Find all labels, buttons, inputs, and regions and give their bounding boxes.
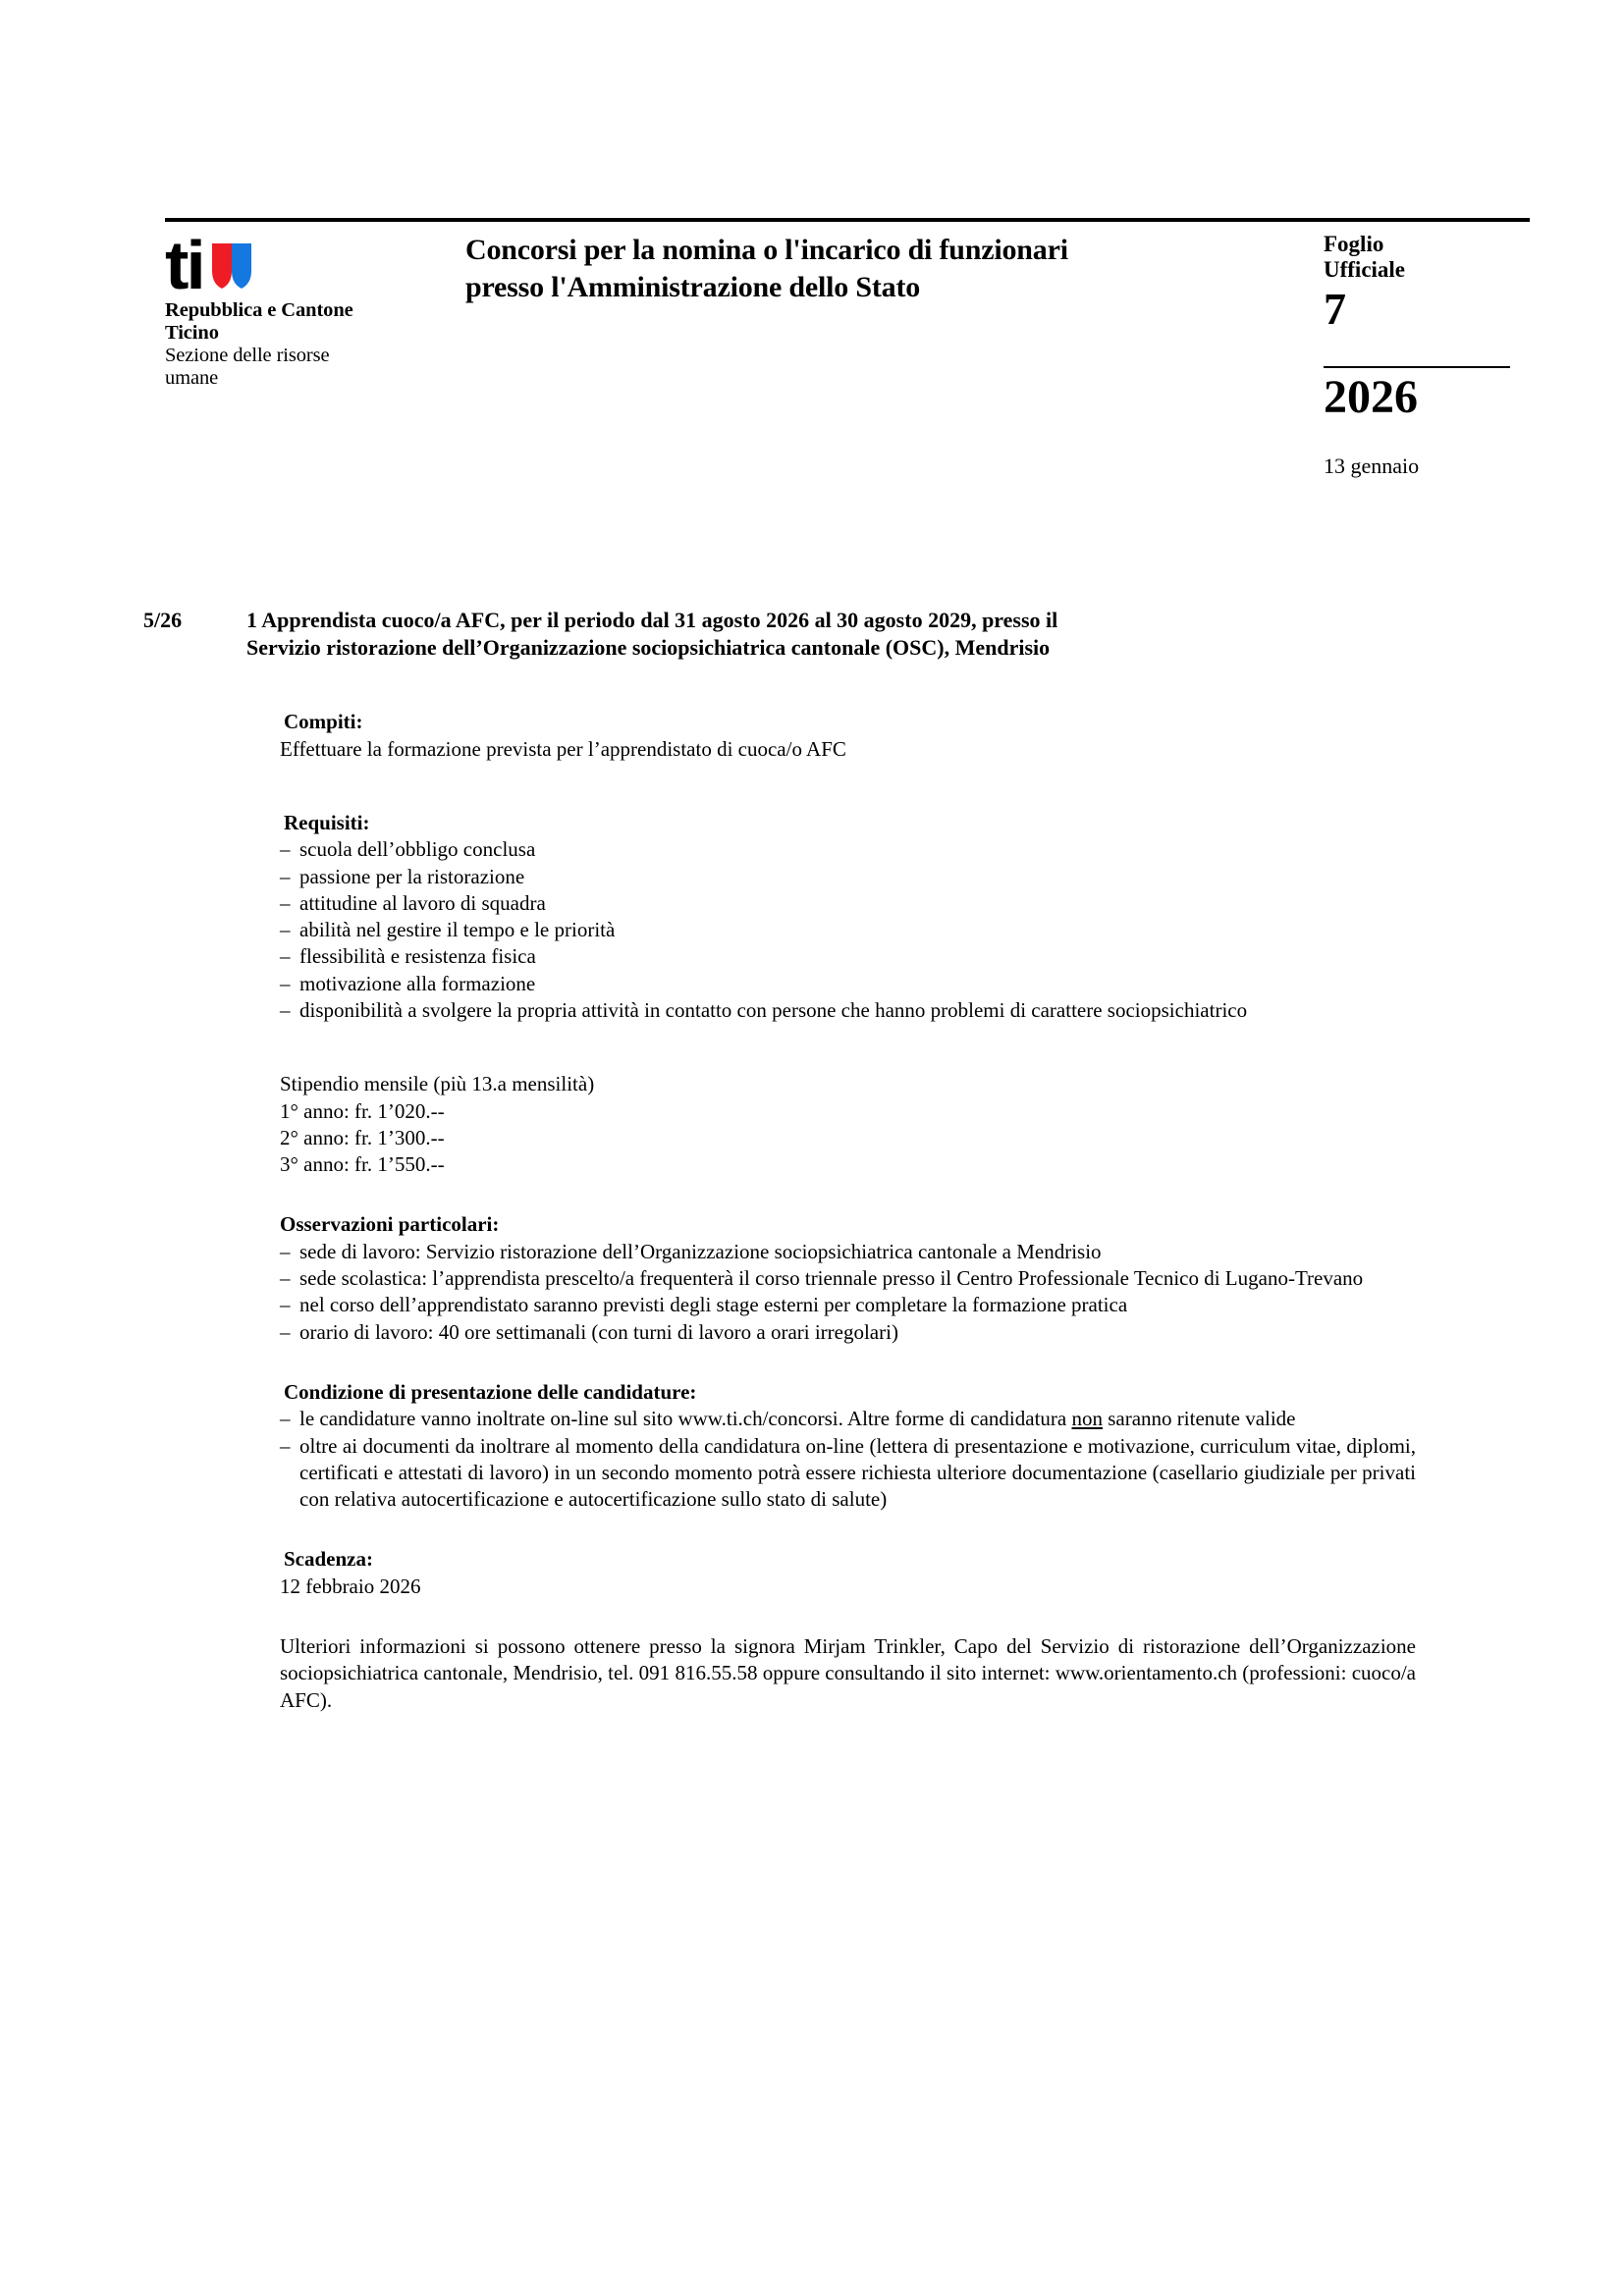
list-item: – motivazione alla formazione <box>280 971 1416 997</box>
stipendio-year-1: 1° anno: fr. 1’020.-- <box>280 1098 445 1123</box>
organization-unit-line2: umane <box>165 367 219 390</box>
ti-wordmark-icon: ti <box>165 227 203 303</box>
scadenza-date: 12 febbraio 2026 <box>280 1574 421 1598</box>
osservazioni-heading: Osservazioni particolari: <box>280 1212 500 1237</box>
ticino-logo <box>165 227 450 303</box>
posting-title <box>246 607 1467 662</box>
list-item: – sede di lavoro: Servizio ristorazione dell’Organizzazione sociopsichiatrica cantonale a Mendrisio <box>280 1239 1416 1265</box>
condizione-section <box>0 1379 1624 1513</box>
stipendio-year-3: 3° anno: fr. 1’550.-- <box>280 1152 445 1177</box>
osservazioni-section <box>0 1211 1624 1345</box>
organization-name-line2: Ticino <box>165 322 219 345</box>
condizione-item1-underlined: non <box>1071 1407 1103 1431</box>
page-title <box>465 232 1324 307</box>
condizione-item1-after: saranno ritenute valide <box>1103 1407 1296 1431</box>
spacer <box>0 1600 1624 1633</box>
gazette-date: 13 gennaio <box>1324 453 1420 478</box>
condizione-heading: Condizione di presentazione delle candidature: <box>284 1379 697 1404</box>
footer-paragraph: Ulteriori informazioni si possono ottenere presso la signora Mirjam Trinkler, Capo del Servizio di ristorazione dell’Organizzazione sociopsichiatrica cantonale, Mendrisio, tel. 091 816.55.58 oppure consultando il sito internet: www.orientamento.ch (professioni: cuoco/a AFC). <box>280 1634 1416 1712</box>
organization-unit-line1: Sezione delle risorse <box>165 345 330 367</box>
page-title-line2: presso l'Amministrazione dello Stato <box>465 271 921 304</box>
list-item: – sede scolastica: l’apprendista prescelto/a frequenterà il corso triennale presso il Centro Professionale Tecnico di Lugano-Trevano <box>280 1265 1416 1292</box>
list-item: – oltre ai documenti da inoltrare al momento della candidatura on-line (lettera di presentazione e motivazione, curriculum vitae, diplomi, certificati e attestati di lavoro) in un secondo momento potrà essere richiesta ulteriore documentazione (casellario giudiziale per privati con relativa autocertificazione e autocertificazione sullo stato di salute) <box>280 1433 1416 1514</box>
list-item <box>280 1406 1416 1432</box>
masthead-top-rule <box>165 218 1530 222</box>
masthead <box>165 218 1530 479</box>
list-item: – passione per la ristorazione <box>280 864 1416 890</box>
stipendio-heading: Stipendio mensile (più 13.a mensilità) <box>280 1072 595 1096</box>
stipendio-year-2: 2° anno: fr. 1’300.-- <box>280 1125 445 1149</box>
masthead-identity <box>165 226 450 391</box>
scadenza-heading: Scadenza: <box>284 1547 373 1572</box>
posting-title-line2: Servizio ristorazione dell’Organizzazione sociopsichiatrica cantonale (OSC), Mendrisio <box>246 635 1051 661</box>
spacer <box>0 662 1624 709</box>
requisiti-section <box>0 810 1624 1024</box>
spacer <box>0 1346 1624 1379</box>
scadenza-section <box>0 1546 1624 1600</box>
compiti-heading: Compiti: <box>284 710 363 734</box>
gazette-year: 2026 <box>1324 371 1418 424</box>
posting-title-line1: 1 Apprendista cuoco/a AFC, per il periodo dal 31 agosto 2026 al 30 agosto 2029, presso il <box>246 608 1058 632</box>
gazette-label <box>1324 232 1530 283</box>
list-item: – scuola dell’obbligo conclusa <box>280 836 1416 863</box>
list-item: – attitudine al lavoro di squadra <box>280 890 1416 917</box>
spacer <box>0 763 1624 810</box>
gazette-issue-number: 7 <box>1324 283 1346 334</box>
posting-header-row <box>0 607 1624 662</box>
condizione-item1-before: le candidature vanno inoltrate on-line sul sito www.ti.ch/concorsi. Altre forme di candidatura <box>299 1407 1072 1431</box>
compiti-section <box>0 709 1624 763</box>
ticino-shield-icon <box>212 243 251 289</box>
stipendio-section <box>0 1071 1624 1178</box>
spacer <box>0 1178 1624 1211</box>
gazette-rule <box>1324 366 1510 368</box>
spacer <box>0 1024 1624 1071</box>
spacer <box>0 1513 1624 1546</box>
osservazioni-list <box>280 1239 1416 1346</box>
condizione-list <box>280 1406 1416 1513</box>
posting-reference-number: 5/26 <box>143 608 183 632</box>
compiti-text: Effettuare la formazione prevista per l’apprendistato di cuoca/o AFC <box>280 736 846 761</box>
list-item: – disponibilità a svolgere la propria attività in contatto con persone che hanno problemi di carattere sociopsichiatrico <box>280 997 1416 1024</box>
list-item: – nel corso dell’apprendistato saranno previsti degli stage esterni per completare la formazione pratica <box>280 1292 1416 1318</box>
requisiti-list <box>280 836 1416 1024</box>
gazette-block <box>1324 226 1530 479</box>
organization-unit <box>165 345 450 390</box>
organization-name <box>165 299 450 345</box>
list-item: – abilità nel gestire il tempo e le priorità <box>280 917 1416 943</box>
masthead-title-block <box>450 226 1324 307</box>
gazette-label-line1: Foglio <box>1324 232 1384 256</box>
requisiti-heading: Requisiti: <box>284 810 370 834</box>
posting-content <box>0 607 1624 1714</box>
page-title-line1: Concorsi per la nomina o l'incarico di funzionari <box>465 234 1068 266</box>
organization-name-line1: Repubblica e Cantone <box>165 299 353 321</box>
gazette-label-line2: Ufficiale <box>1324 256 1406 282</box>
footer-info-section <box>0 1633 1624 1714</box>
list-item: – flessibilità e resistenza fisica <box>280 943 1416 970</box>
list-item: – orario di lavoro: 40 ore settimanali (con turni di lavoro a orari irregolari) <box>280 1319 1416 1346</box>
